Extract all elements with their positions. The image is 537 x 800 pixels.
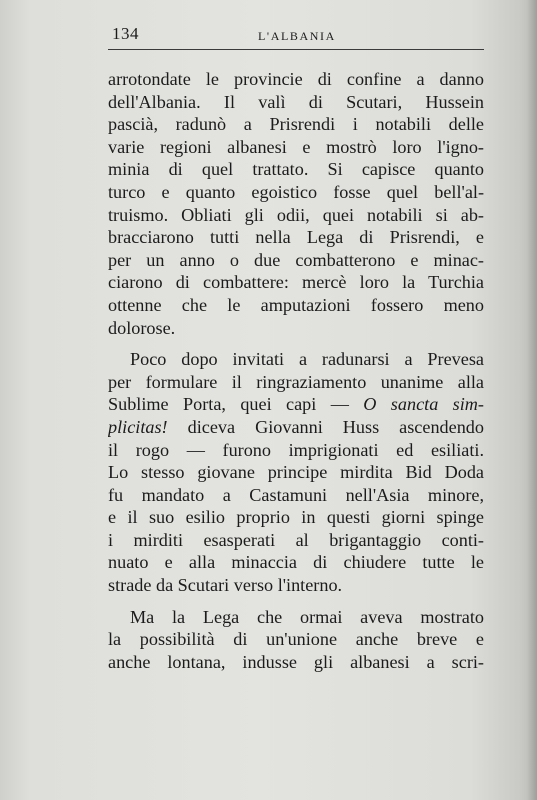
text-line: strade da Scutari verso l'interno. <box>108 575 343 596</box>
text-line: Poco dopo invitati a radunarsi a Prevesa <box>130 349 484 370</box>
text-line: varie regioni albanesi e mostrò loro l'igno- <box>108 136 484 157</box>
text-line: ottenne che le amputazioni fossero meno <box>108 294 484 315</box>
text-line: dell'Albania. Il valì di Scutari, Hussein <box>108 91 484 112</box>
paragraph-gap <box>108 339 484 348</box>
paragraph-2 <box>108 348 484 597</box>
text-line-mixed <box>108 416 484 439</box>
text-line: arrotondate le provincie di confine a danno <box>108 69 484 89</box>
page-number: 134 <box>112 24 139 43</box>
running-head: L'ALBANIA <box>258 29 336 43</box>
text-run: diceva Giovanni Huss ascendendo <box>167 416 484 437</box>
text-line: anche lontana, indusse gli albanesi a scri- <box>108 651 484 672</box>
text-line: il rogo — furono imprigionati ed esiliati. <box>108 439 484 460</box>
text-run: Sublime Porta, quei capi — <box>108 394 364 415</box>
header-rule <box>108 49 484 50</box>
text-line: per formulare il ringraziamento unanime alla <box>108 371 484 392</box>
text-line: e il suo esilio proprio in questi giorni spinge <box>108 507 484 528</box>
text-line: dolorose. <box>108 317 176 338</box>
text-line: ciarono di combattere: mercè loro la Turchia <box>108 272 484 293</box>
text-line: turco e quanto egoistico fosse quel bell'al- <box>108 181 484 202</box>
text-line: Ma la Lega che ormai aveva mostrato <box>130 606 484 627</box>
paragraph-gap <box>108 597 484 606</box>
text-line: la possibilità di un'unione anche breve e <box>108 629 484 650</box>
text-line: nuato e alla minaccia di chiudere tutte le <box>108 552 484 573</box>
paragraph-1 <box>108 68 484 339</box>
text-line: per un anno o due combatterono e minac- <box>108 249 484 270</box>
page-header <box>108 24 484 46</box>
text-line: Lo stesso giovane principe mirdita Bid Doda <box>108 462 484 483</box>
text-line: minia di quel trattato. Si capisce quanto <box>108 159 484 180</box>
page-edge-shadow <box>527 0 537 800</box>
paragraph-3 <box>108 606 484 674</box>
text-line: i mirditi esasperati al brigantaggio conti- <box>108 529 484 550</box>
text-line-mixed <box>108 393 484 416</box>
latin-quote: O sancta sim- <box>363 394 484 415</box>
text-line: fu mandato a Castamuni nell'Asia minore, <box>108 484 484 505</box>
text-line: pascià, radunò a Prisrendi i notabili delle <box>108 114 484 135</box>
body-text <box>108 68 484 673</box>
latin-quote: plicitas! <box>108 416 168 437</box>
text-line: bracciarono tutti nella Lega di Prisrendi, e <box>108 227 484 248</box>
text-line: truismo. Obliati gli odii, quei notabili si ab- <box>108 204 484 225</box>
